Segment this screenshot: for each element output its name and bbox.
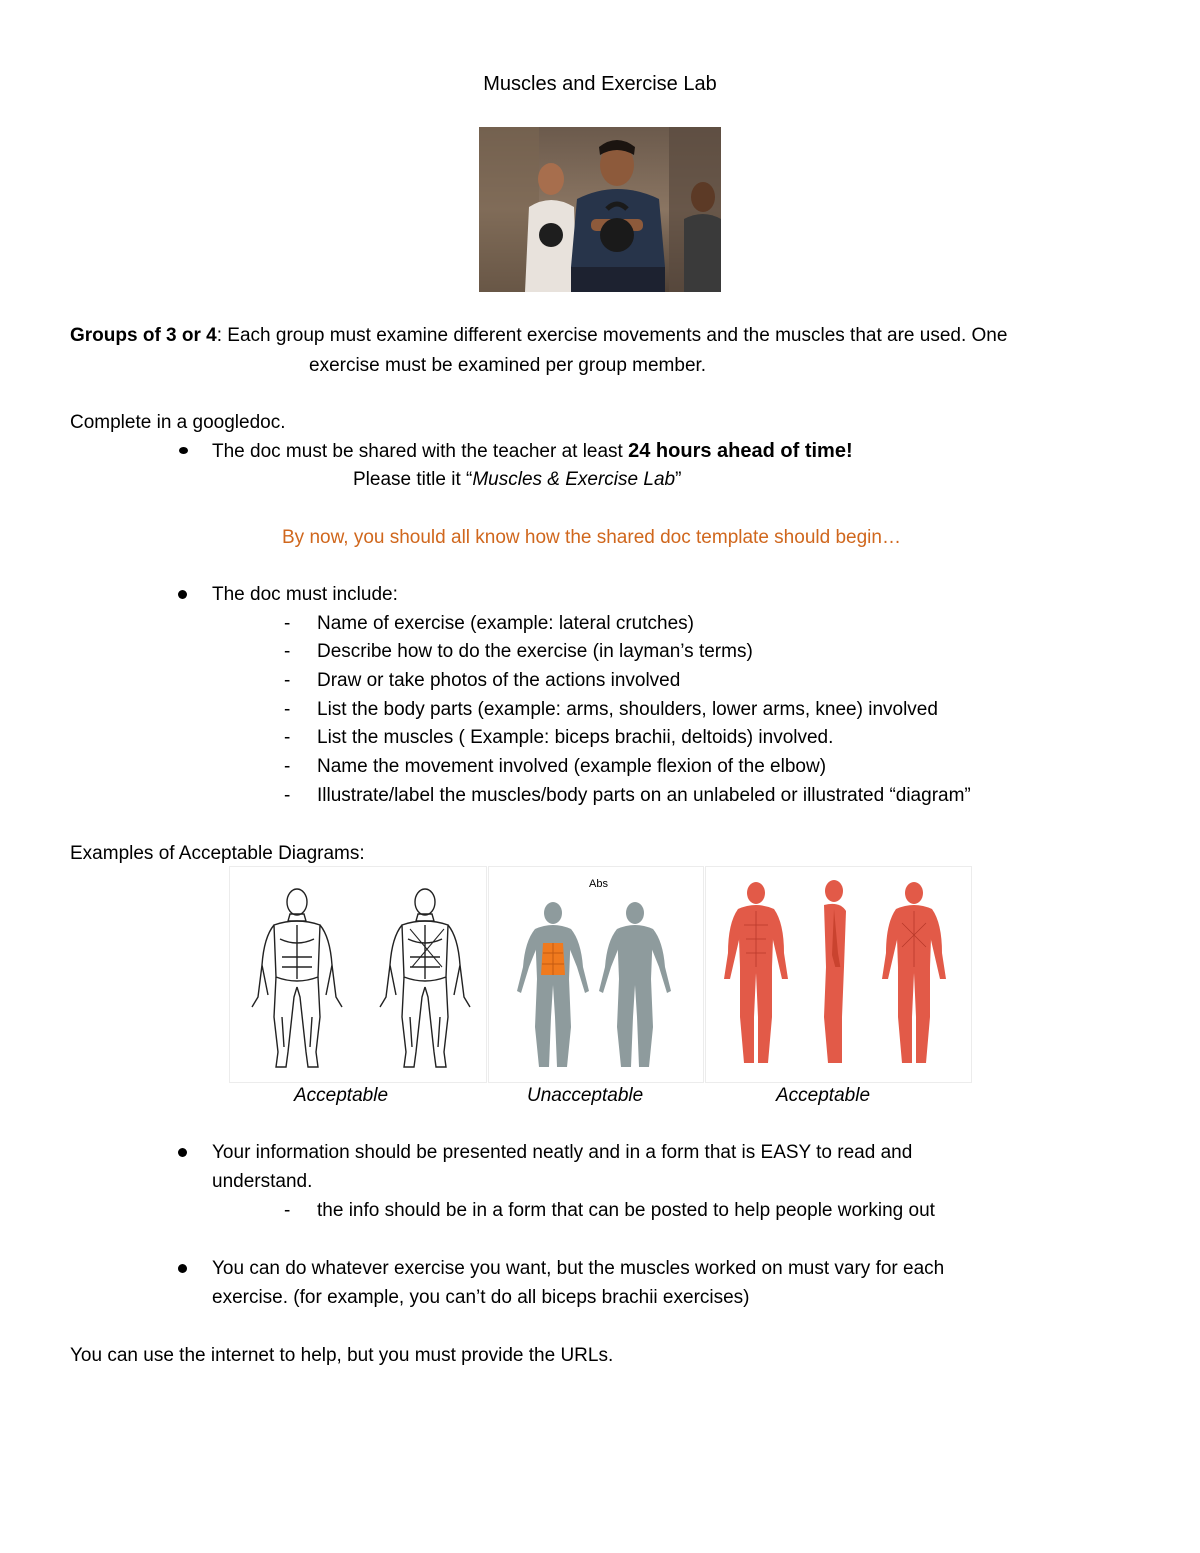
red-muscle-diagram [705, 866, 972, 1083]
bullet [178, 590, 187, 599]
groups-line-1 [70, 325, 1007, 347]
include-item: Name of exercise (example: lateral crutches) [317, 613, 694, 634]
include-item: Name the movement involved (example flexion of the elbow) [317, 756, 827, 777]
dash: - [284, 785, 291, 806]
groups-lead: Groups of 3 or 4 [70, 325, 217, 346]
include-item: Describe how to do the exercise (in layman’s terms) [317, 641, 753, 662]
groups-line-2: exercise must be examined per group member. [309, 355, 707, 376]
include-item: Draw or take photos of the actions involved [317, 670, 681, 691]
include-item: Illustrate/label the muscles/body parts on an unlabeled or illustrated “diagram” [317, 785, 971, 806]
internet-note: You can use the internet to help, but you must provide the URLs. [70, 1345, 614, 1366]
dash: - [284, 613, 291, 634]
dash: - [284, 699, 291, 720]
groups-text: : Each group must examine different exercise movements and the muscles that are used. One [216, 325, 1008, 346]
caption-acceptable: Acceptable [776, 1085, 871, 1106]
line-art-muscle-diagram [229, 866, 487, 1083]
title-pre: Please title it “ [353, 469, 473, 490]
caption-unacceptable: Unacceptable [527, 1085, 644, 1106]
template-note: By now, you should all know how the shared doc template should begin… [282, 527, 901, 548]
include-item: List the muscles ( Example: biceps brachii, deltoids) involved. [317, 727, 834, 748]
bullet [178, 1264, 187, 1273]
share-text: The doc must be shared with the teacher at least [212, 441, 629, 462]
doc-title-name: Muscles & Exercise Lab [472, 469, 676, 490]
title-post: ” [675, 469, 682, 490]
info-sub-item: the info should be in a form that can be posted to help people working out [317, 1200, 935, 1221]
exercise-line-1: You can do whatever exercise you want, but the muscles worked on must vary for each [212, 1258, 945, 1279]
dash: - [284, 670, 291, 691]
exercise-line-2: exercise. (for example, you can’t do all biceps brachii exercises) [212, 1287, 750, 1308]
dash: - [284, 727, 291, 748]
info-line-1: Your information should be presented neatly and in a form that is EASY to read and [212, 1142, 913, 1163]
caption-acceptable: Acceptable [294, 1085, 389, 1106]
kettlebell-photo [479, 127, 721, 292]
include-label: The doc must include: [212, 584, 398, 605]
document-title: Muscles and Exercise Lab [483, 73, 717, 95]
abs-label: Abs [589, 878, 608, 890]
info-line-2: understand. [212, 1171, 313, 1192]
dash: - [284, 1200, 291, 1221]
complete-instruction: Complete in a googledoc. [70, 412, 286, 433]
abs-highlight-diagram [488, 866, 704, 1083]
dash: - [284, 641, 291, 662]
bullet [179, 447, 188, 454]
title-instruction [353, 469, 681, 491]
share-instruction [212, 440, 853, 463]
bullet [178, 1148, 187, 1157]
include-item: List the body parts (example: arms, shoulders, lower arms, knee) involved [317, 699, 938, 720]
share-deadline: 24 hours ahead of time! [628, 440, 853, 462]
examples-label: Examples of Acceptable Diagrams: [70, 843, 365, 864]
dash: - [284, 756, 291, 777]
